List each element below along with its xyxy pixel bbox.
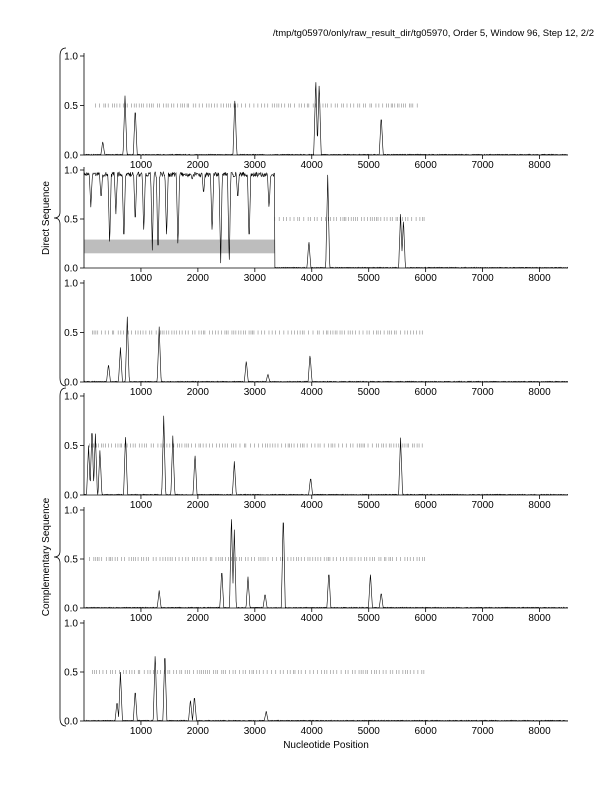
panel-1-y-tick-label: 1.0 [64,51,78,63]
panel-4-x-tick-label: 1000 [129,500,153,511]
chart-header: /tmp/tg05970/only/raw_result_dir/tg05970, Order 5, Window 96, Step 12, 2/2 [272,28,594,39]
panel-1-x-tick-label: 1000 [129,160,153,171]
panel-3-x-tick-label: 6000 [414,387,437,398]
panel-3 [64,279,568,399]
panel-2-y-tick-label: 1.0 [64,165,78,177]
panel-1-x-tick-label: 3000 [243,160,266,171]
panel-3-x-tick-label: 3000 [243,387,266,398]
panel-5-y-tick-label: 0.0 [64,603,78,615]
panel-6 [64,619,568,738]
panel-1-y-tick-label: 0.0 [64,150,78,162]
panel-6-x-tick-label: 5000 [357,726,380,737]
group-label-direct: Direct Sequence [41,181,52,255]
panel-4-x-tick-label: 8000 [528,500,551,511]
panel-3-y-tick-label: 1.0 [64,278,78,290]
panel-3-y-tick-label: 0.0 [64,377,78,389]
panel-4-y-tick-label: 0.0 [64,490,78,502]
panel-5-x-tick-label: 2000 [186,613,210,624]
panel-1-x-tick-label: 4000 [300,160,323,171]
panel-6-x-tick-label: 4000 [300,726,323,737]
panel-2-x-tick-label: 6000 [414,273,437,284]
group-label-complementary: Complementary Sequence [41,497,52,617]
panel-6-x-tick-label: 8000 [528,726,551,737]
panel-2 [64,166,568,285]
panel-5-x-tick-label: 6000 [414,613,437,624]
panel-2-x-tick-label: 8000 [528,273,551,284]
panel-5-x-tick-label: 7000 [471,613,494,624]
panel-5-x-tick-label: 4000 [300,613,323,624]
panel-4-x-tick-label: 3000 [243,500,266,511]
panel-4-x-tick-label: 2000 [186,500,210,511]
panel-4-y-tick-label: 0.5 [64,441,78,452]
panel-4-x-tick-label: 7000 [471,500,494,511]
panel-5-x-tick-label: 1000 [129,613,153,624]
panel-2-x-tick-label: 4000 [300,273,323,284]
panel-3-x-tick-label: 5000 [357,387,380,398]
panel-6-x-tick-label: 6000 [414,726,437,737]
panel-4-trace [84,416,568,495]
panel-6-y-tick-label: 1.0 [64,618,78,630]
panel-2-x-tick-label: 3000 [243,273,266,284]
panel-4 [64,392,568,512]
panel-3-x-tick-label: 4000 [300,387,323,398]
panel-6-x-tick-label: 3000 [243,726,266,737]
panel-5-x-tick-label: 5000 [357,613,380,624]
panel-6-x-tick-label: 2000 [186,726,210,737]
panel-2-x-tick-label: 5000 [357,273,380,284]
panel-3-y-tick-label: 0.5 [64,328,78,339]
panel-2-y-tick-label: 0.0 [64,263,78,275]
panel-6-y-tick-label: 0.0 [64,716,78,728]
panel-6-x-tick-label: 1000 [129,726,153,737]
panel-2-x-tick-label: 7000 [471,273,494,284]
panel-4-y-tick-label: 1.0 [64,391,78,403]
panel-6-trace [84,656,568,721]
panel-1-x-tick-label: 5000 [357,160,380,171]
panel-6-y-tick-label: 0.5 [64,667,78,679]
panel-5-y-tick-label: 1.0 [64,505,78,517]
panel-2-band [84,240,275,254]
panel-1-x-tick-label: 6000 [414,160,437,171]
panel-1-x-tick-label: 8000 [528,160,551,171]
panel-4-x-tick-label: 4000 [300,500,323,511]
panel-6-x-tick-label: 7000 [471,726,494,737]
panel-2-y-tick-label: 0.5 [64,214,78,226]
panel-4-x-tick-label: 6000 [414,500,437,511]
panel-1 [64,52,568,172]
panel-5-x-tick-label: 8000 [528,613,551,624]
panel-5-trace [84,519,568,608]
panel-2-x-tick-label: 1000 [129,273,153,284]
panel-3-x-tick-label: 1000 [129,387,153,398]
panel-3-trace [84,317,568,382]
panel-4-x-tick-label: 5000 [357,500,380,511]
panel-3-x-tick-label: 7000 [471,387,494,398]
panel-1-trace [84,82,568,155]
panel-1-x-tick-label: 7000 [471,160,494,171]
panel-5-y-tick-label: 0.5 [64,554,78,566]
panel-2-x-tick-label: 2000 [186,273,210,284]
panel-5 [64,506,568,625]
panel-1-y-tick-label: 0.5 [64,101,78,112]
panel-3-x-tick-label: 2000 [186,387,210,398]
panel-1-x-tick-label: 2000 [186,160,210,171]
panels-group [64,52,568,738]
x-axis-title: Nucleotide Position [283,740,369,751]
panel-3-x-tick-label: 8000 [528,387,551,398]
panel-5-x-tick-label: 3000 [243,613,266,624]
